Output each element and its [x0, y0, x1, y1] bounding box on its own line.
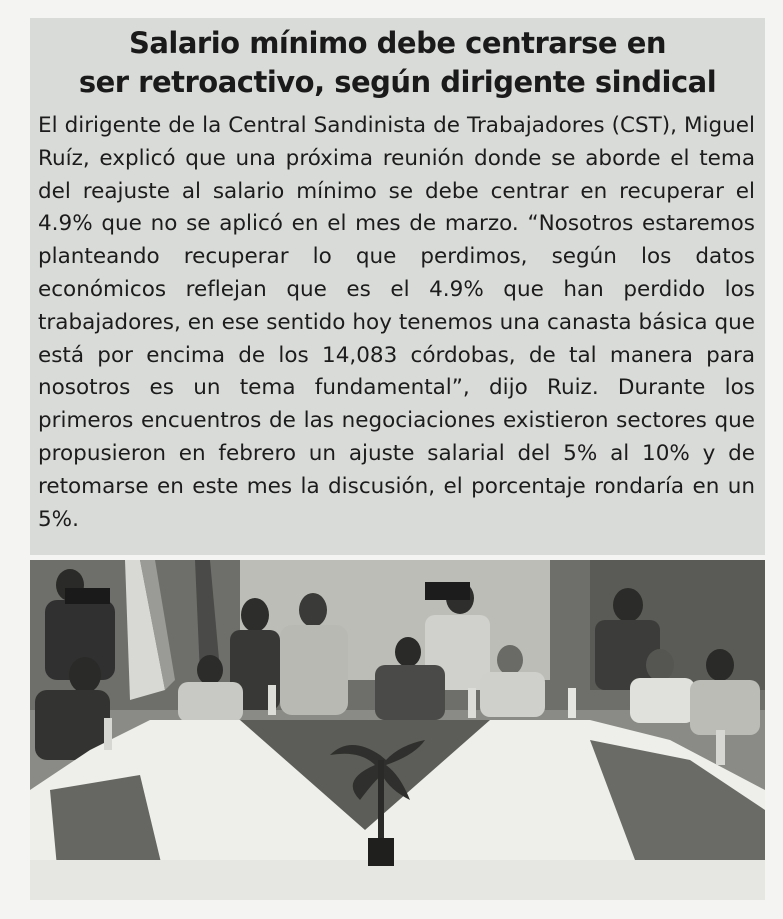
headline-line-1: Salario mínimo debe centrarse en — [128, 26, 667, 60]
meeting-photo — [30, 560, 765, 900]
article-box — [30, 18, 765, 555]
article-body: El dirigente de la Central Sandinista de Trabajadores (CST), Miguel Ruíz, explicó que una próxima reunión donde se aborde el tema del reajuste al salario mínimo se debe centrar en recuperar el 4.9% que no se aplicó en el mes de marzo. “Nosotros estaremos planteando recuperar lo que perdimos, según los datos económicos reflejan que es el 4.9% que han perdido los trabajadores, en ese sentido hoy tenemos una canasta básica que está por encima de los 14,083 córdobas, de tal manera para nosotros es un tema fundamental”, dijo Ruiz. Durante los primeros encuentros de las negociaciones existieron sectores que propusieron en febrero un ajuste salarial del 5% al 10% y de retomarse en este mes la discusión, el porcentaje rondaría en un 5%. — [38, 113, 755, 532]
headline-line-2: ser retroactivo, según dirigente sindical — [78, 65, 717, 99]
headline — [30, 18, 765, 102]
